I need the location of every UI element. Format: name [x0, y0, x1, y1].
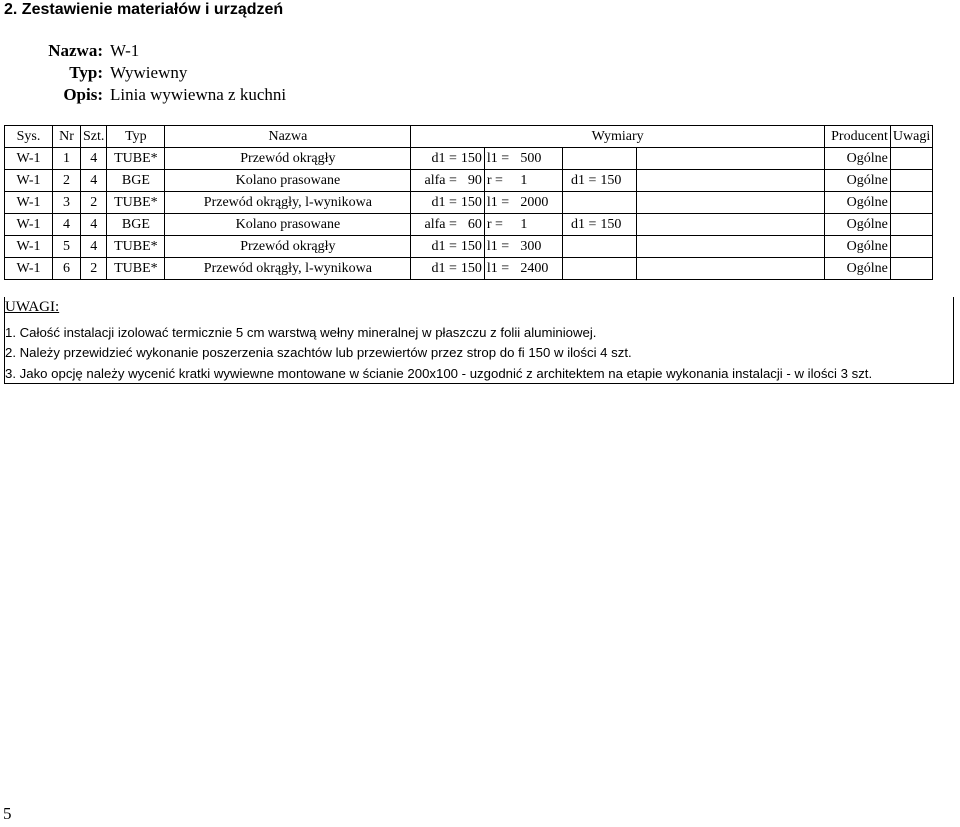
cell-szt: 4: [81, 214, 107, 236]
cell-typ: BGE: [107, 170, 165, 192]
cell-producent: Ogólne: [824, 170, 890, 192]
header-wymiary: Wymiary: [411, 126, 825, 148]
cell-dim-c-value: 150: [598, 170, 636, 192]
cell-szt: 2: [81, 258, 107, 280]
header-producent: Producent: [824, 126, 890, 148]
cell-dim-c-value: [598, 148, 636, 170]
cell-producent: Ogólne: [824, 214, 890, 236]
table-row: [5, 148, 933, 170]
cell-typ: BGE: [107, 214, 165, 236]
cell-uwagi: [890, 236, 932, 258]
page-number: 5: [3, 804, 12, 823]
cell-dim-b-label: r =: [484, 214, 518, 236]
cell-nazwa: Kolano prasowane: [165, 170, 411, 192]
cell-dim-c-label: d1 =: [562, 214, 598, 236]
cell-nr: 4: [53, 214, 81, 236]
cell-dim-rest: [636, 258, 824, 280]
cell-uwagi: [890, 148, 932, 170]
cell-nazwa: Przewód okrągły: [165, 148, 411, 170]
cell-dim-a-value: 90: [459, 170, 485, 192]
cell-nr: 3: [53, 192, 81, 214]
note-item: 3. Jako opcję należy wycenić kratki wywiewne montowane w ścianie 200x100 - uzgodnić z architektem na etapie wykonania instalacji - w ilości 3 szt.: [5, 366, 873, 381]
cell-nazwa: Przewód okrągły, l-wynikowa: [165, 192, 411, 214]
section-title: 2. Zestawienie materiałów i urządzeń: [4, 1, 284, 18]
cell-sys: W-1: [5, 214, 53, 236]
cell-sys: W-1: [5, 192, 53, 214]
cell-dim-b-label: l1 =: [484, 192, 518, 214]
cell-dim-a-label: d1 =: [411, 236, 459, 258]
cell-nr: 5: [53, 236, 81, 258]
cell-uwagi: [890, 192, 932, 214]
cell-dim-a-value: 60: [459, 214, 485, 236]
header-nazwa: Nazwa: [165, 126, 411, 148]
header-uwagi: Uwagi: [890, 126, 932, 148]
note-item: 1. Całość instalacji izolować termicznie 5 cm warstwą wełny mineralnej w płaszczu z folii aluminiowej.: [5, 325, 597, 340]
cell-dim-b-label: r =: [484, 170, 518, 192]
cell-typ: TUBE*: [107, 236, 165, 258]
cell-dim-c-value: [598, 236, 636, 258]
cell-dim-rest: [636, 214, 824, 236]
cell-dim-rest: [636, 170, 824, 192]
cell-dim-c-value: [598, 258, 636, 280]
cell-typ: TUBE*: [107, 258, 165, 280]
header-typ: Typ: [107, 126, 165, 148]
cell-sys: W-1: [5, 258, 53, 280]
cell-producent: Ogólne: [824, 148, 890, 170]
cell-dim-b-value: 300: [518, 236, 562, 258]
cell-dim-b-value: 500: [518, 148, 562, 170]
cell-dim-a-label: d1 =: [411, 148, 459, 170]
cell-dim-c-label: [562, 258, 598, 280]
cell-dim-a-value: 150: [459, 148, 485, 170]
cell-nazwa: Przewód okrągły, l-wynikowa: [165, 258, 411, 280]
cell-nazwa: Przewód okrągły: [165, 236, 411, 258]
cell-dim-a-label: d1 =: [411, 192, 459, 214]
notes-box: [4, 297, 954, 384]
cell-dim-b-value: 1: [518, 214, 562, 236]
header-sys: Sys.: [5, 126, 53, 148]
cell-nr: 1: [53, 148, 81, 170]
cell-uwagi: [890, 170, 932, 192]
cell-dim-a-value: 150: [459, 236, 485, 258]
cell-typ: TUBE*: [107, 148, 165, 170]
note-item: 2. Należy przewidzieć wykonanie poszerzenia szachtów lub przewiertów przez strop do fi 150 w ilości 4 szt.: [5, 345, 632, 360]
typ-value: Wywiewny: [110, 63, 188, 82]
cell-dim-rest: [636, 192, 824, 214]
cell-dim-b-value: 2400: [518, 258, 562, 280]
notes-title: UWAGI:: [5, 299, 60, 315]
cell-uwagi: [890, 258, 932, 280]
table-row: [5, 258, 933, 280]
table-row: [5, 214, 933, 236]
cell-dim-rest: [636, 148, 824, 170]
cell-szt: 4: [81, 236, 107, 258]
cell-nr: 6: [53, 258, 81, 280]
nazwa-label: Nazwa:: [48, 41, 103, 60]
cell-dim-c-label: d1 =: [562, 170, 598, 192]
cell-nazwa: Kolano prasowane: [165, 214, 411, 236]
cell-dim-c-value: 150: [598, 214, 636, 236]
cell-szt: 2: [81, 192, 107, 214]
cell-dim-c-label: [562, 192, 598, 214]
cell-dim-c-label: [562, 236, 598, 258]
cell-dim-a-value: 150: [459, 258, 485, 280]
nazwa-value: W-1: [110, 41, 140, 60]
cell-dim-b-label: l1 =: [484, 148, 518, 170]
cell-dim-a-label: alfa =: [411, 214, 459, 236]
cell-dim-a-value: 150: [459, 192, 485, 214]
cell-producent: Ogólne: [824, 236, 890, 258]
cell-dim-b-value: 2000: [518, 192, 562, 214]
header-nr: Nr: [53, 126, 81, 148]
cell-sys: W-1: [5, 148, 53, 170]
cell-sys: W-1: [5, 236, 53, 258]
cell-dim-c-value: [598, 192, 636, 214]
opis-label: Opis:: [63, 85, 103, 104]
cell-producent: Ogólne: [824, 258, 890, 280]
cell-dim-a-label: d1 =: [411, 258, 459, 280]
cell-producent: Ogólne: [824, 192, 890, 214]
cell-dim-a-label: alfa =: [411, 170, 459, 192]
table-row: [5, 236, 933, 258]
cell-szt: 4: [81, 148, 107, 170]
cell-typ: TUBE*: [107, 192, 165, 214]
typ-label: Typ:: [69, 63, 103, 82]
table-row: [5, 170, 933, 192]
cell-dim-c-label: [562, 148, 598, 170]
materials-table: [4, 125, 933, 280]
cell-dim-b-value: 1: [518, 170, 562, 192]
cell-dim-b-label: l1 =: [484, 236, 518, 258]
cell-dim-rest: [636, 236, 824, 258]
opis-value: Linia wywiewna z kuchni: [110, 85, 287, 104]
cell-nr: 2: [53, 170, 81, 192]
table-header-row: [5, 126, 933, 148]
table-row: [5, 192, 933, 214]
cell-dim-b-label: l1 =: [484, 258, 518, 280]
cell-uwagi: [890, 214, 932, 236]
cell-sys: W-1: [5, 170, 53, 192]
cell-szt: 4: [81, 170, 107, 192]
header-szt: Szt.: [81, 126, 107, 148]
